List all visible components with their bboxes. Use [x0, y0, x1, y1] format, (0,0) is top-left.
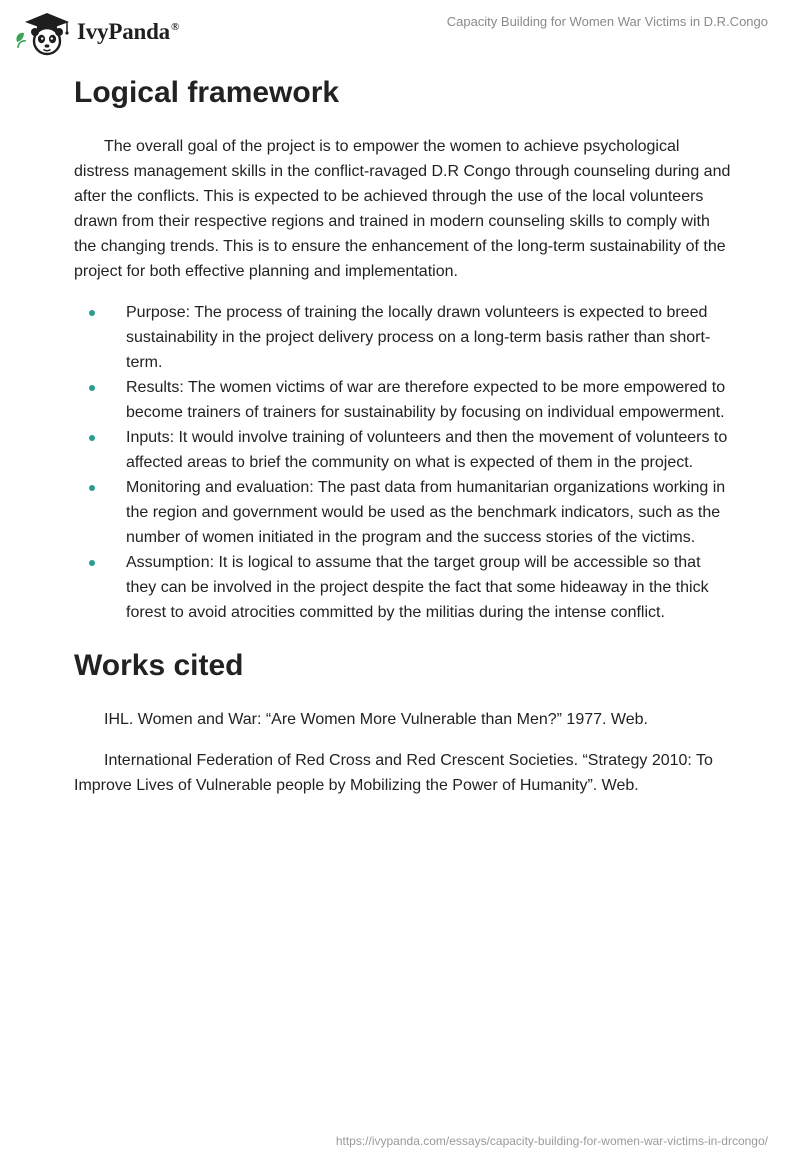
ivypanda-logo[interactable] — [13, 8, 203, 56]
list-item: Monitoring and evaluation: The past data from humanitarian organizations working in the region and government would be used as the benchmark indicators, such as the number of women initiated in the program and the success stories of the victims. — [74, 475, 734, 550]
logo-text: IvyPanda® — [77, 19, 180, 44]
citation-entry: IHL. Women and War: “Are Women More Vulnerable than Men?” 1977. Web. — [104, 711, 648, 728]
page-header — [0, 0, 800, 62]
bullet-icon — [89, 385, 95, 391]
panda-graduate-icon — [13, 8, 75, 56]
list-item: Assumption: It is logical to assume that the target group will be accessible so that they can be involved in the project despite the fact that some hideaway in the thick forest to avoid atrocities committed by the militias during the intense conflict. — [74, 550, 734, 625]
bullet-icon — [89, 435, 95, 441]
framework-bullet-list — [74, 300, 734, 625]
citation-entry: International Federation of Red Cross and Red Crescent Societies. “Strategy 2010: To Improve Lives of Vulnerable people by Mobilizing the Power of Humanity”. Web. — [74, 752, 713, 794]
section-heading-logical-framework: Logical framework — [74, 76, 340, 109]
list-item: Results: The women victims of war are therefore expected to be more empowered to become trainers of trainers for sustainability by focusing on individual empowerment. — [74, 375, 734, 425]
bullet-icon — [89, 485, 95, 491]
list-item: Purpose: The process of training the locally drawn volunteers is expected to breed sustainability in the project delivery process on a long-term basis rather than short-term. — [74, 300, 734, 375]
registered-mark: ® — [170, 21, 180, 34]
intro-paragraph: The overall goal of the project is to empower the women to achieve psychological distress management skills in the conflict-ravaged D.R Congo through counseling during and after the conflicts. This is expected to be achieved through the use of the local volunteers drawn from their respective regions and trained in modern counseling skills to comply with the changing trends. This is to ensure the enhancement of the long-term sustainability of the project for both effective planning and implementation. — [74, 138, 731, 280]
source-url[interactable]: https://ivypanda.com/essays/capacity-building-for-women-war-victims-in-drcongo/ — [335, 1134, 768, 1148]
bullet-icon — [89, 310, 95, 316]
section-heading-works-cited: Works cited — [74, 649, 244, 682]
list-item: Inputs: It would involve training of volunteers and then the movement of volunteers to affected areas to brief the community on what is expected of them in the project. — [74, 425, 734, 475]
document-title: Capacity Building for Women War Victims in D.R.Congo — [446, 14, 768, 29]
bullet-icon — [89, 560, 95, 566]
article-body — [74, 72, 734, 798]
